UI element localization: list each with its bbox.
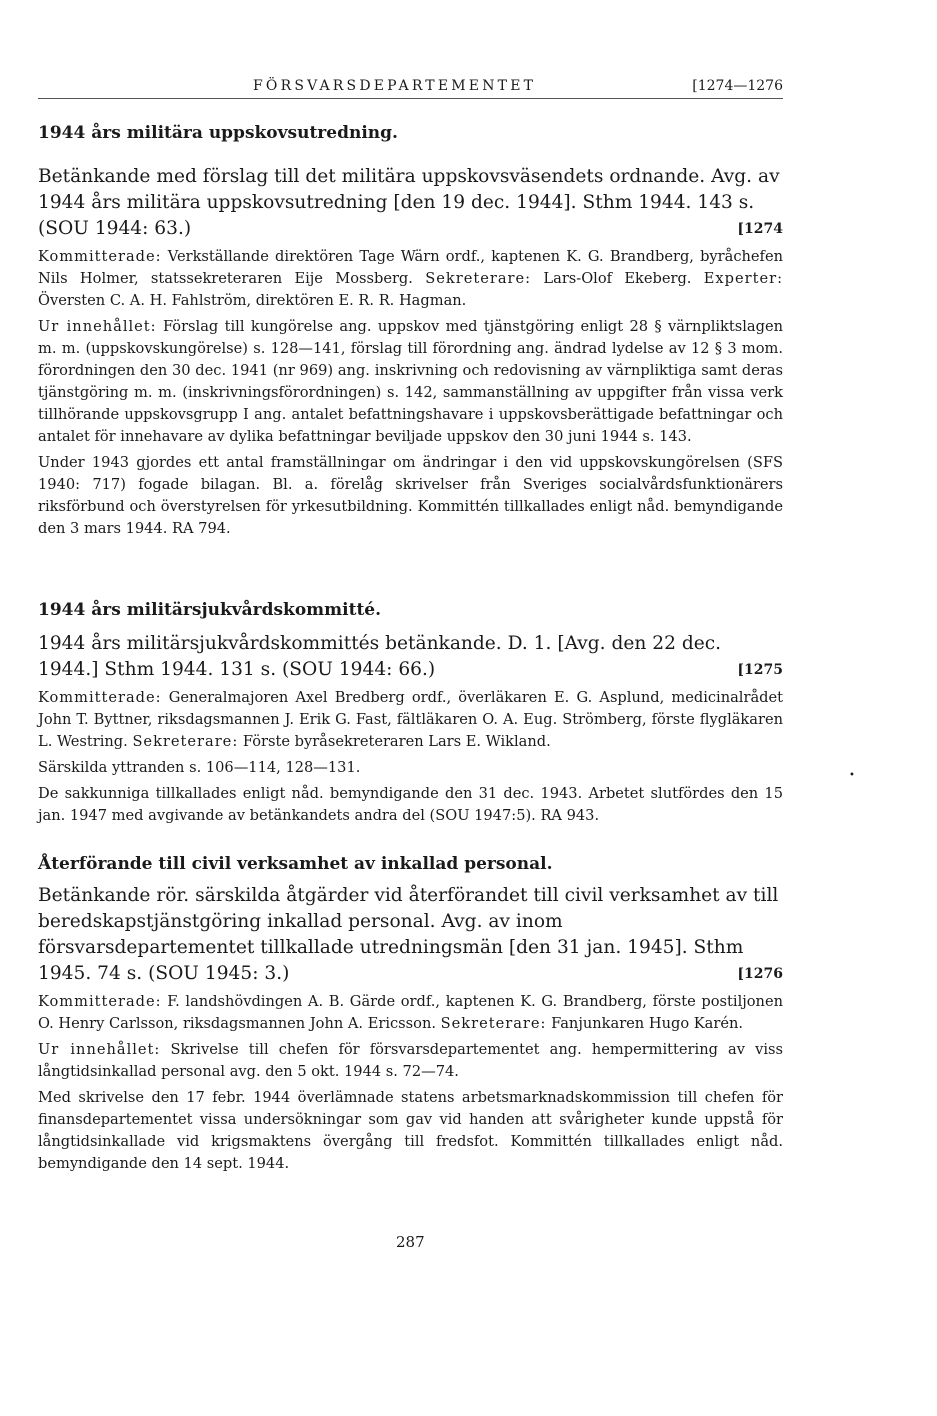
statements-paragraph: Särskilda yttranden s. 106—114, 128—131.	[38, 759, 361, 776]
contents-paragraph: Ur innehållet: Förslag till kungörelse ang. uppskov med tjänstgöring enligt 28 § värnpliktslagen m. m. (uppskovskungörelse) s. 128—141, förslag till förordning ang. ändrad lydelse av 12 § 3 mom. förordningen den 30 dec. 1941 (nr 969) ang. inskrivning och redovisning av värnpliktiga samt deras tjänstgöring m. m. (inskrivningsförordningen) s. 142, sammanställning av uppgifter från vissa verk tillhörande uppskovsgrupp I ang. antalet befattningshavare i uppskovsberättigade befattningar och antalet för innehavare av dylika befattningar beviljade uppskov den 30 juni 1944 s. 143.	[38, 318, 783, 445]
section-uppskovsutredning	[38, 122, 783, 540]
header-title: FÖRSVARSDEPARTEMENTET	[253, 78, 537, 94]
entry-ref: [1274	[737, 221, 783, 237]
main-entry: 1944 års militärsjukvårdskommittés betänkande. D. 1. [Avg. den 22 dec. 1944.] Sthm 1944. 131 s. (SOU 1944: 66.) [1275	[38, 631, 783, 683]
entry-ref: [1276	[737, 966, 783, 982]
running-header	[38, 78, 783, 99]
section-aterforande	[38, 853, 783, 1175]
margin-dot: •	[849, 770, 855, 781]
section-title: 1944 års militärsjukvårdskommitté.	[38, 600, 382, 620]
background-paragraph: Med skrivelse den 17 febr. 1944 överlämnade statens arbetsmarknadskommission till chefen för finansdepartementet vissa undersökningar som gav vid handen att svårigheter kunde uppstå för långtidsinkallade vid krigsmaktens övergång till fredsfot. Kommittén tillkallades enligt nåd. bemyndigande den 14 sept. 1944.	[38, 1089, 783, 1172]
members-paragraph: Kommitterade: Generalmajoren Axel Bredberg ordf., överläkaren E. G. Asplund, medicinalrådet John T. Byttner, riksdagsmannen J. Erik G. Fast, fältläkaren O. A. Eug. Strömberg, förste flygläkaren L. Westring. Sekreterare: Förste byråsekreteraren Lars E. Wikland.	[38, 689, 783, 750]
section-title: Återförande till civil verksamhet av inkallad personal.	[38, 854, 553, 874]
background-paragraph: Under 1943 gjordes ett antal framställningar om ändringar i den vid uppskovskungörelsen (SFS 1940: 717) fogade bilagan. Bl. a. förelåg skrivelser från Sveriges socialvårdsfunktionärers riksförbund och överstyrelsen för yrkesutbildning. Kommittén tillkallades enligt nåd. bemyndigande den 3 mars 1944. RA 794.	[38, 454, 783, 537]
entry-ref: [1275	[737, 662, 783, 678]
section-militarsjukvardskommitte	[38, 599, 783, 827]
header-page-range: [1274—1276	[692, 78, 783, 94]
background-paragraph: De sakkunniga tillkallades enligt nåd. bemyndigande den 31 dec. 1943. Arbetet slutfördes den 15 jan. 1947 med avgivande av betänkandets andra del (SOU 1947:5). RA 943.	[38, 785, 783, 824]
page-number: 287	[396, 1233, 425, 1251]
contents-paragraph: Ur innehållet: Skrivelse till chefen för försvarsdepartementet ang. hempermittering av viss långtidsinkallad personal avg. den 5 okt. 1944 s. 72—74.	[38, 1041, 783, 1080]
main-entry: Betänkande rör. särskilda åtgärder vid återförandet till civil verksamhet av till beredskapstjänstgöring inkallad personal. Avg. av inom försvarsdepartementet tillkallade utredningsmän [den 31 jan. 1945]. Sthm 1945. 74 s. (SOU 1945: 3.) [1276	[38, 883, 783, 987]
main-entry: Betänkande med förslag till det militära uppskovsväsendets ordnande. Avg. av 1944 års militära uppskovsutredning [den 19 dec. 1944]. Sthm 1944. 143 s. (SOU 1944: 63.) [1274	[38, 164, 783, 242]
members-paragraph: Kommitterade: F. landshövdingen A. B. Gärde ordf., kaptenen K. G. Brandberg, förste postiljonen O. Henry Carlsson, riksdagsmannen John A. Ericsson. Sekreterare: Fanjunkaren Hugo Karén.	[38, 993, 783, 1032]
members-paragraph: Kommitterade: Verkställande direktören Tage Wärn ordf., kaptenen K. G. Brandberg, byråchefen Nils Holmer, statssekreteraren Eije Mossberg. Sekreterare: Lars-Olof Ekeberg. Experter: Översten C. A. H. Fahlström, direktören E. R. R. Hagman.	[38, 248, 784, 309]
section-title: 1944 års militära uppskovsutredning.	[38, 123, 398, 143]
